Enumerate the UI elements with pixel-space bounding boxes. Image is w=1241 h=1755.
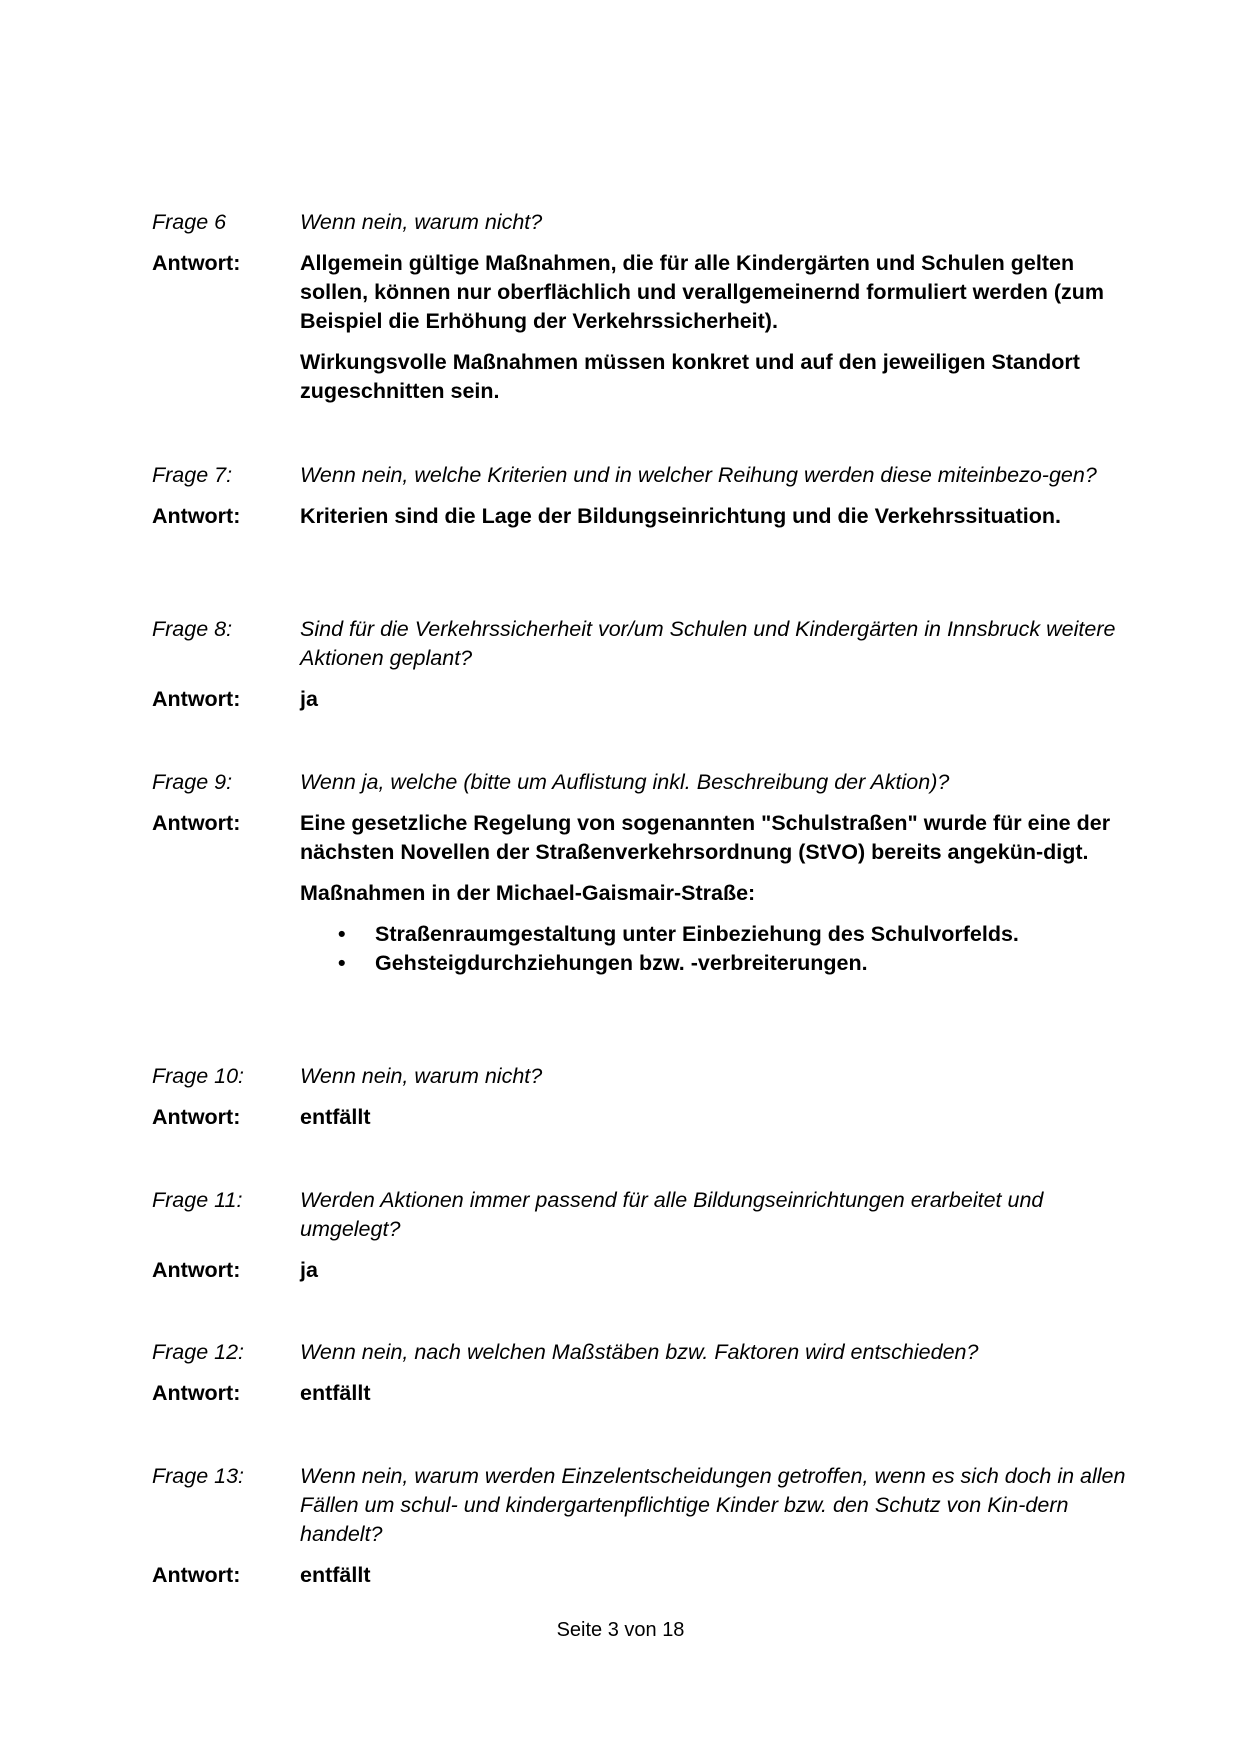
answer-label: Antwort: xyxy=(152,504,241,528)
answer-row xyxy=(152,1256,1137,1285)
answer-text xyxy=(300,1103,1137,1132)
question-label: Frage 9: xyxy=(152,770,233,794)
answer-text xyxy=(300,685,1137,714)
question-label: Frage 13: xyxy=(152,1464,245,1488)
answer-text xyxy=(300,249,1137,406)
answer-row xyxy=(152,1379,1137,1408)
answer-label: Antwort: xyxy=(152,687,241,711)
answer-row xyxy=(152,1561,1137,1590)
answer-row xyxy=(152,249,1137,406)
question-label: Frage 12: xyxy=(152,1340,245,1364)
answer-label: Antwort: xyxy=(152,1105,241,1129)
question-text: Wenn nein, nach welchen Maßstäben bzw. Faktoren wird entschieden? xyxy=(300,1340,979,1364)
qa-block-frage-6 xyxy=(152,208,1137,406)
question-row xyxy=(152,615,1137,673)
question-row xyxy=(152,1462,1137,1549)
answer-row xyxy=(152,502,1137,531)
answer-text xyxy=(300,502,1137,531)
answer-label: Antwort: xyxy=(152,811,241,835)
question-label: Frage 8: xyxy=(152,617,233,641)
answer-paragraph: Maßnahmen in der Michael-Gaismair-Straße: xyxy=(300,881,756,905)
bullet-icon: • xyxy=(338,922,346,946)
answer-paragraph: Kriterien sind die Lage der Bildungseinrichtung und die Verkehrssituation. xyxy=(300,504,1061,528)
answer-paragraph: Eine gesetzliche Regelung von sogenannten "Schulstraßen" wurde für eine der nächsten Novellen der Straßenverkehrsordnung (StVO) bereits angekün-digt. xyxy=(300,811,1111,864)
question-row xyxy=(152,208,1137,237)
qa-block-frage-7 xyxy=(152,461,1137,531)
question-row xyxy=(152,1186,1137,1244)
qa-block-frage-9 xyxy=(152,768,1137,978)
question-label: Frage 6 xyxy=(152,210,227,234)
answer-text xyxy=(300,809,1137,978)
list-item-text: Straßenraumgestaltung unter Einbeziehung des Schulvorfelds. xyxy=(375,922,1019,946)
answer-label: Antwort: xyxy=(152,1258,241,1282)
question-row xyxy=(152,461,1137,490)
bullet-list xyxy=(300,920,1137,978)
list-item-text: Gehsteigdurchziehungen bzw. -verbreiterungen. xyxy=(375,951,868,975)
answer-paragraph: entfällt xyxy=(300,1105,371,1129)
list-item xyxy=(300,920,1137,949)
qa-block-frage-12 xyxy=(152,1338,1137,1408)
question-text: Wenn nein, welche Kriterien und in welcher Reihung werden diese miteinbezo-gen? xyxy=(300,463,1097,487)
qa-block-frage-10 xyxy=(152,1062,1137,1132)
list-item xyxy=(300,949,1137,978)
qa-block-frage-8 xyxy=(152,615,1137,714)
question-text: Sind für die Verkehrssicherheit vor/um Schulen und Kindergärten in Innsbruck weitere Aktionen geplant? xyxy=(300,617,1116,670)
qa-block-frage-13 xyxy=(152,1462,1137,1590)
answer-row xyxy=(152,809,1137,978)
answer-paragraph: entfällt xyxy=(300,1563,371,1587)
qa-block-frage-11 xyxy=(152,1186,1137,1285)
question-label: Frage 10: xyxy=(152,1064,245,1088)
answer-label: Antwort: xyxy=(152,1381,241,1405)
answer-label: Antwort: xyxy=(152,1563,241,1587)
answer-text xyxy=(300,1561,1137,1590)
answer-label: Antwort: xyxy=(152,251,241,275)
answer-paragraph: ja xyxy=(300,687,318,711)
answer-row xyxy=(152,1103,1137,1132)
bullet-icon: • xyxy=(338,951,346,975)
question-label: Frage 11: xyxy=(152,1188,243,1212)
question-row xyxy=(152,1338,1137,1367)
question-text: Wenn nein, warum nicht? xyxy=(300,210,543,234)
question-row xyxy=(152,768,1137,797)
question-text: Wenn ja, welche (bitte um Auflistung inkl. Beschreibung der Aktion)? xyxy=(300,770,950,794)
answer-row xyxy=(152,685,1137,714)
question-text: Wenn nein, warum werden Einzelentscheidungen getroffen, wenn es sich doch in allen Fällen um schul- und kindergartenpflichtige Kinder bzw. den Schutz von Kin-dern handelt? xyxy=(300,1464,1126,1546)
answer-paragraph: Allgemein gültige Maßnahmen, die für alle Kindergärten und Schulen gelten sollen, können nur oberflächlich und verallgemeinernd formuliert werden (zum Beispiel die Erhöhung der Verkehrssicherheit). xyxy=(300,251,1104,333)
page-number: Seite 3 von 18 xyxy=(556,1619,685,1641)
answer-text xyxy=(300,1379,1137,1408)
answer-paragraph: ja xyxy=(300,1258,318,1282)
question-label: Frage 7: xyxy=(152,463,233,487)
question-text: Wenn nein, warum nicht? xyxy=(300,1064,543,1088)
answer-paragraph: Wirkungsvolle Maßnahmen müssen konkret und auf den jeweiligen Standort zugeschnitten sein. xyxy=(300,350,1080,403)
question-row xyxy=(152,1062,1137,1091)
answer-text xyxy=(300,1256,1137,1285)
question-text: Werden Aktionen immer passend für alle Bildungseinrichtungen erarbeitet und umgelegt? xyxy=(300,1188,1044,1241)
answer-paragraph: entfällt xyxy=(300,1381,371,1405)
